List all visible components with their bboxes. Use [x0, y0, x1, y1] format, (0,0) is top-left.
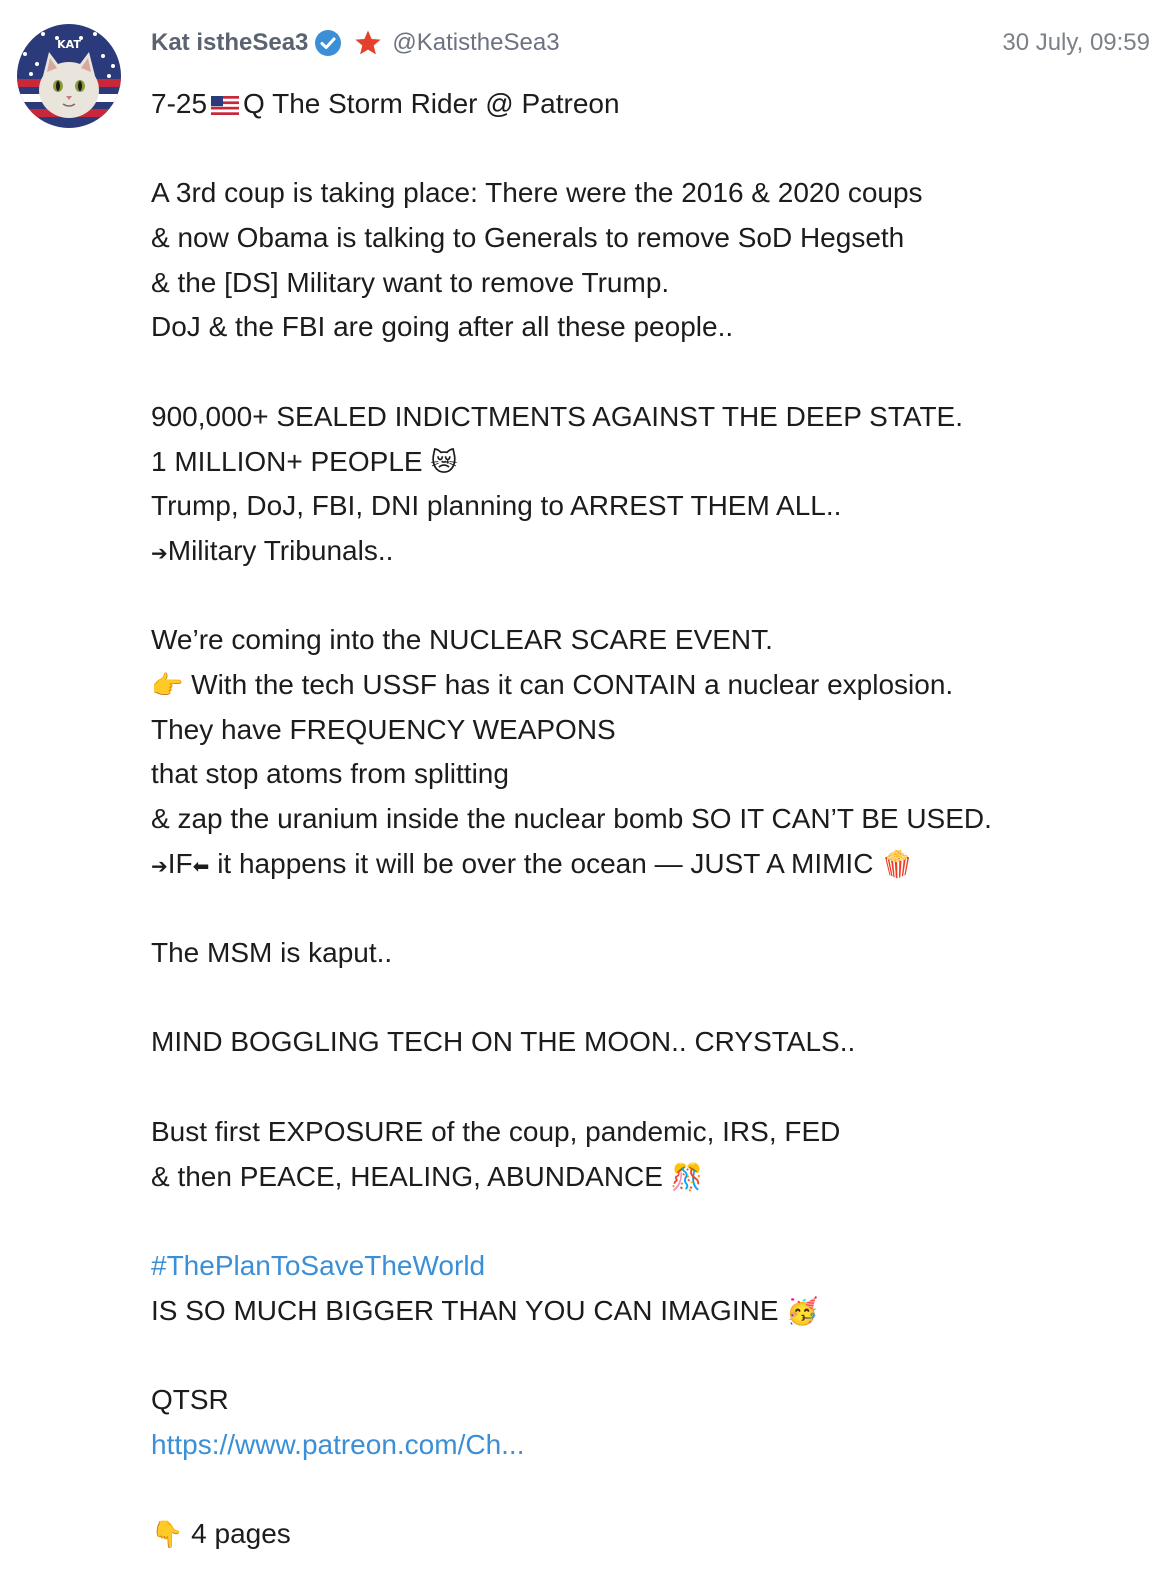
hashtag-link[interactable]: #ThePlanToSaveTheWorld: [151, 1249, 486, 1281]
post-line: IS SO MUCH BIGGER THAN YOU CAN IMAGINE 🥳: [151, 1289, 1151, 1334]
arrow-right-icon: ➔: [151, 853, 168, 878]
post-line: & zap the uranium inside the nuclear bomb SO IT CAN’T BE USED.: [151, 803, 992, 834]
post-line: DoJ & the FBI are going after all these people..: [151, 311, 734, 343]
post-line: The MSM is kaput..: [151, 937, 393, 969]
post-line: QTSR: [151, 1383, 229, 1415]
popcorn-icon: 🍿: [881, 849, 914, 880]
post-line: 👉 With the tech USSF has it can CONTAIN a nuclear explosion.: [151, 663, 1151, 708]
post-line: & now Obama is talking to Generals to remove SoD Hegseth: [151, 222, 905, 254]
post-line: A 3rd coup is taking place: There were the 2016 & 2020 coups: [151, 177, 923, 209]
post-line: 7-25 Q The Storm Rider @ Patreon: [151, 82, 1151, 127]
post-line: Trump, DoJ, FBI, DNI planning to ARREST THEM ALL..: [151, 490, 842, 522]
post-line: 900,000+ SEALED INDICTMENTS AGAINST THE DEEP STATE.: [151, 400, 964, 432]
post-line: ➔IF⬅ it happens it will be over the ocean — JUST A MIMIC 🍿: [151, 842, 1151, 887]
verified-badge-icon: [314, 29, 342, 57]
point-down-icon: 👇: [151, 1520, 184, 1550]
post-line: & then PEACE, HEALING, ABUNDANCE 🎊: [151, 1155, 1151, 1200]
star-icon: [354, 29, 382, 57]
post-body: [151, 82, 1151, 1557]
post-line: MIND BOGGLING TECH ON THE MOON.. CRYSTALS..: [151, 1026, 856, 1058]
pages-indicator[interactable]: 👇 4 pages: [151, 1512, 1151, 1557]
point-right-icon: 👉: [151, 670, 184, 701]
avatar[interactable]: [17, 24, 121, 128]
confetti-icon: 🎊: [670, 1162, 704, 1193]
patreon-link[interactable]: https://www.patreon.com/Ch...: [151, 1428, 525, 1460]
post-line: Bust first EXPOSURE of the coup, pandemic, IRS, FED: [151, 1115, 841, 1147]
arrow-right-icon: ➔: [151, 540, 168, 565]
post-line: that stop atoms from splitting: [151, 758, 509, 790]
avatar-logo-text: KAT: [57, 38, 81, 51]
post-line: 1 MILLION+ PEOPLE 😿: [151, 440, 1151, 485]
author-name[interactable]: Kat istheSea3: [151, 29, 309, 56]
post-line: They have FREQUENCY WEAPONS: [151, 713, 616, 745]
party-face-icon: 🥳: [786, 1296, 819, 1327]
post-timestamp[interactable]: 30 July, 09:59: [1002, 29, 1150, 56]
arrow-left-icon: ⬅: [192, 853, 210, 878]
post-line: ➔Military Tribunals..: [151, 529, 1151, 574]
post-header: [151, 26, 1150, 60]
scream-cat-icon: 😿: [430, 447, 458, 478]
post-line: We’re coming into the NUCLEAR SCARE EVENT.: [151, 624, 773, 656]
us-flag-icon: [211, 84, 239, 103]
post-line: & the [DS] Military want to remove Trump.: [151, 266, 670, 298]
post-line: [151, 1244, 1151, 1289]
avatar-image: [17, 24, 121, 128]
post-line: [151, 1423, 1151, 1468]
author-handle[interactable]: @KatistheSea3: [392, 29, 560, 56]
